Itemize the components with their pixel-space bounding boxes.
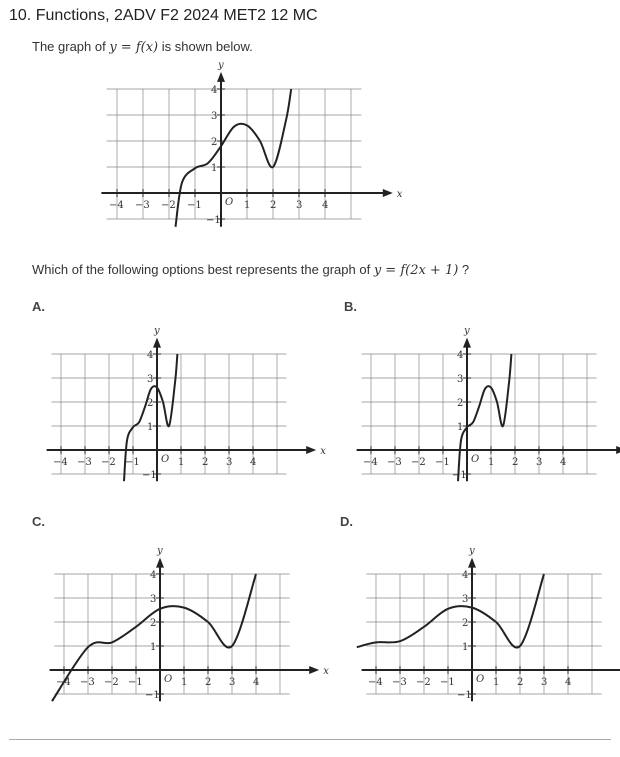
y-tick-label: 2 — [462, 618, 469, 629]
question-heading: Functions, 2ADV F2 2024 MET2 12 MC — [35, 7, 318, 24]
y-tick-label: 1 — [457, 422, 464, 433]
option-c-graph[interactable] — [30, 540, 329, 715]
y-tick-label: 4 — [211, 85, 218, 96]
x-tick-label: −1 — [440, 677, 455, 688]
x-tick-label: 3 — [229, 677, 236, 688]
y-axis-arrow-icon — [217, 72, 225, 82]
function-curve — [357, 574, 544, 648]
x-tick-label: −1 — [435, 457, 450, 468]
y-axis-label: y — [469, 545, 475, 557]
x-tick-label: 3 — [296, 200, 303, 211]
y-axis-arrow-icon — [463, 338, 471, 348]
x-tick-label: 4 — [322, 200, 329, 211]
y-tick-label: 4 — [147, 350, 154, 361]
x-tick-label: −4 — [109, 200, 124, 211]
question-number: 10. — [9, 7, 32, 24]
y-tick-label: 4 — [457, 350, 464, 361]
option-b-graph[interactable] — [340, 325, 620, 495]
x-tick-label: −2 — [101, 457, 116, 468]
prompt-text-end: ? — [458, 262, 470, 277]
y-axis-label: y — [154, 325, 160, 337]
origin-label: O — [471, 454, 480, 465]
prompt-text: Which of the following options best represents the graph of — [32, 262, 374, 277]
x-tick-label: 4 — [250, 457, 257, 468]
y-tick-label: 2 — [150, 618, 157, 629]
origin-label: O — [476, 674, 485, 685]
x-tick-label: 1 — [178, 457, 185, 468]
x-tick-label: 4 — [253, 677, 260, 688]
y-tick-label: 2 — [457, 398, 464, 409]
x-tick-label: −4 — [368, 677, 383, 688]
y-tick-label: −1 — [206, 215, 221, 226]
x-tick-label: 1 — [181, 677, 188, 688]
y-axis-label: y — [157, 545, 163, 557]
x-tick-label: −3 — [387, 457, 402, 468]
x-axis-arrow-icon — [309, 666, 319, 674]
x-axis-label: x — [396, 189, 403, 200]
x-tick-label: 4 — [565, 677, 572, 688]
y-tick-label: 1 — [462, 642, 469, 653]
option-c-label[interactable]: C. — [32, 514, 45, 529]
y-axis-label: y — [464, 325, 470, 337]
x-tick-label: −4 — [363, 457, 378, 468]
bottom-divider — [9, 739, 611, 740]
option-b-label[interactable]: B. — [344, 299, 357, 314]
y-tick-label: 1 — [150, 642, 157, 653]
x-tick-label: 2 — [270, 200, 277, 211]
x-tick-label: −4 — [56, 677, 71, 688]
x-tick-label: 1 — [488, 457, 495, 468]
x-tick-label: −2 — [416, 677, 431, 688]
x-tick-label: −3 — [77, 457, 92, 468]
x-axis-arrow-icon — [616, 446, 620, 454]
y-tick-label: 4 — [462, 570, 469, 581]
y-axis-label: y — [218, 59, 224, 71]
x-tick-label: −1 — [128, 677, 143, 688]
y-tick-label: 3 — [457, 374, 464, 385]
x-tick-label: 1 — [493, 677, 500, 688]
option-d-graph[interactable] — [335, 540, 620, 715]
x-axis-label: x — [320, 446, 326, 457]
x-tick-label: 3 — [541, 677, 548, 688]
x-tick-label: −1 — [187, 200, 202, 211]
prompt-math: y = f(2x + 1) — [373, 263, 459, 278]
y-tick-label: −1 — [142, 470, 157, 481]
x-tick-label: 2 — [517, 677, 524, 688]
origin-label: O — [161, 454, 170, 465]
y-tick-label: 3 — [462, 594, 469, 605]
origin-label: O — [225, 197, 234, 208]
x-tick-label: −3 — [135, 200, 150, 211]
x-tick-label: 3 — [536, 457, 543, 468]
question-title — [9, 7, 318, 25]
stem-text: The graph of — [32, 39, 110, 54]
x-axis-arrow-icon — [306, 446, 316, 454]
x-tick-label: −1 — [125, 457, 140, 468]
question-stem — [32, 39, 253, 55]
y-tick-label: 4 — [150, 570, 157, 581]
option-a-graph[interactable] — [30, 325, 326, 495]
y-axis-arrow-icon — [156, 558, 164, 568]
x-axis-label: x — [323, 666, 329, 677]
y-tick-label: 2 — [147, 398, 154, 409]
y-tick-label: −1 — [457, 690, 472, 701]
main-graph — [80, 59, 403, 245]
x-tick-label: −2 — [411, 457, 426, 468]
y-tick-label: 3 — [211, 111, 218, 122]
y-axis-arrow-icon — [468, 558, 476, 568]
stem-math: y = f(x) — [109, 40, 159, 55]
x-tick-label: −2 — [104, 677, 119, 688]
y-tick-label: −1 — [452, 470, 467, 481]
y-tick-label: 3 — [147, 374, 154, 385]
option-d-label[interactable]: D. — [340, 514, 353, 529]
x-tick-label: 3 — [226, 457, 233, 468]
y-tick-label: 1 — [147, 422, 154, 433]
x-tick-label: 4 — [560, 457, 567, 468]
y-tick-label: −1 — [145, 690, 160, 701]
question-prompt — [32, 262, 469, 278]
y-tick-label: 1 — [211, 163, 218, 174]
x-tick-label: −3 — [392, 677, 407, 688]
y-tick-label: 3 — [150, 594, 157, 605]
option-a-label[interactable]: A. — [32, 299, 45, 314]
y-tick-label: 2 — [211, 137, 218, 148]
stem-text-end: is shown below. — [158, 39, 253, 54]
x-tick-label: −4 — [53, 457, 68, 468]
x-tick-label: 2 — [202, 457, 209, 468]
x-tick-label: 2 — [205, 677, 212, 688]
x-tick-label: −2 — [161, 200, 176, 211]
origin-label: O — [164, 674, 173, 685]
x-axis-arrow-icon — [383, 189, 393, 197]
x-tick-label: −3 — [80, 677, 95, 688]
x-tick-label: 2 — [512, 457, 519, 468]
x-tick-label: 1 — [244, 200, 251, 211]
y-axis-arrow-icon — [153, 338, 161, 348]
